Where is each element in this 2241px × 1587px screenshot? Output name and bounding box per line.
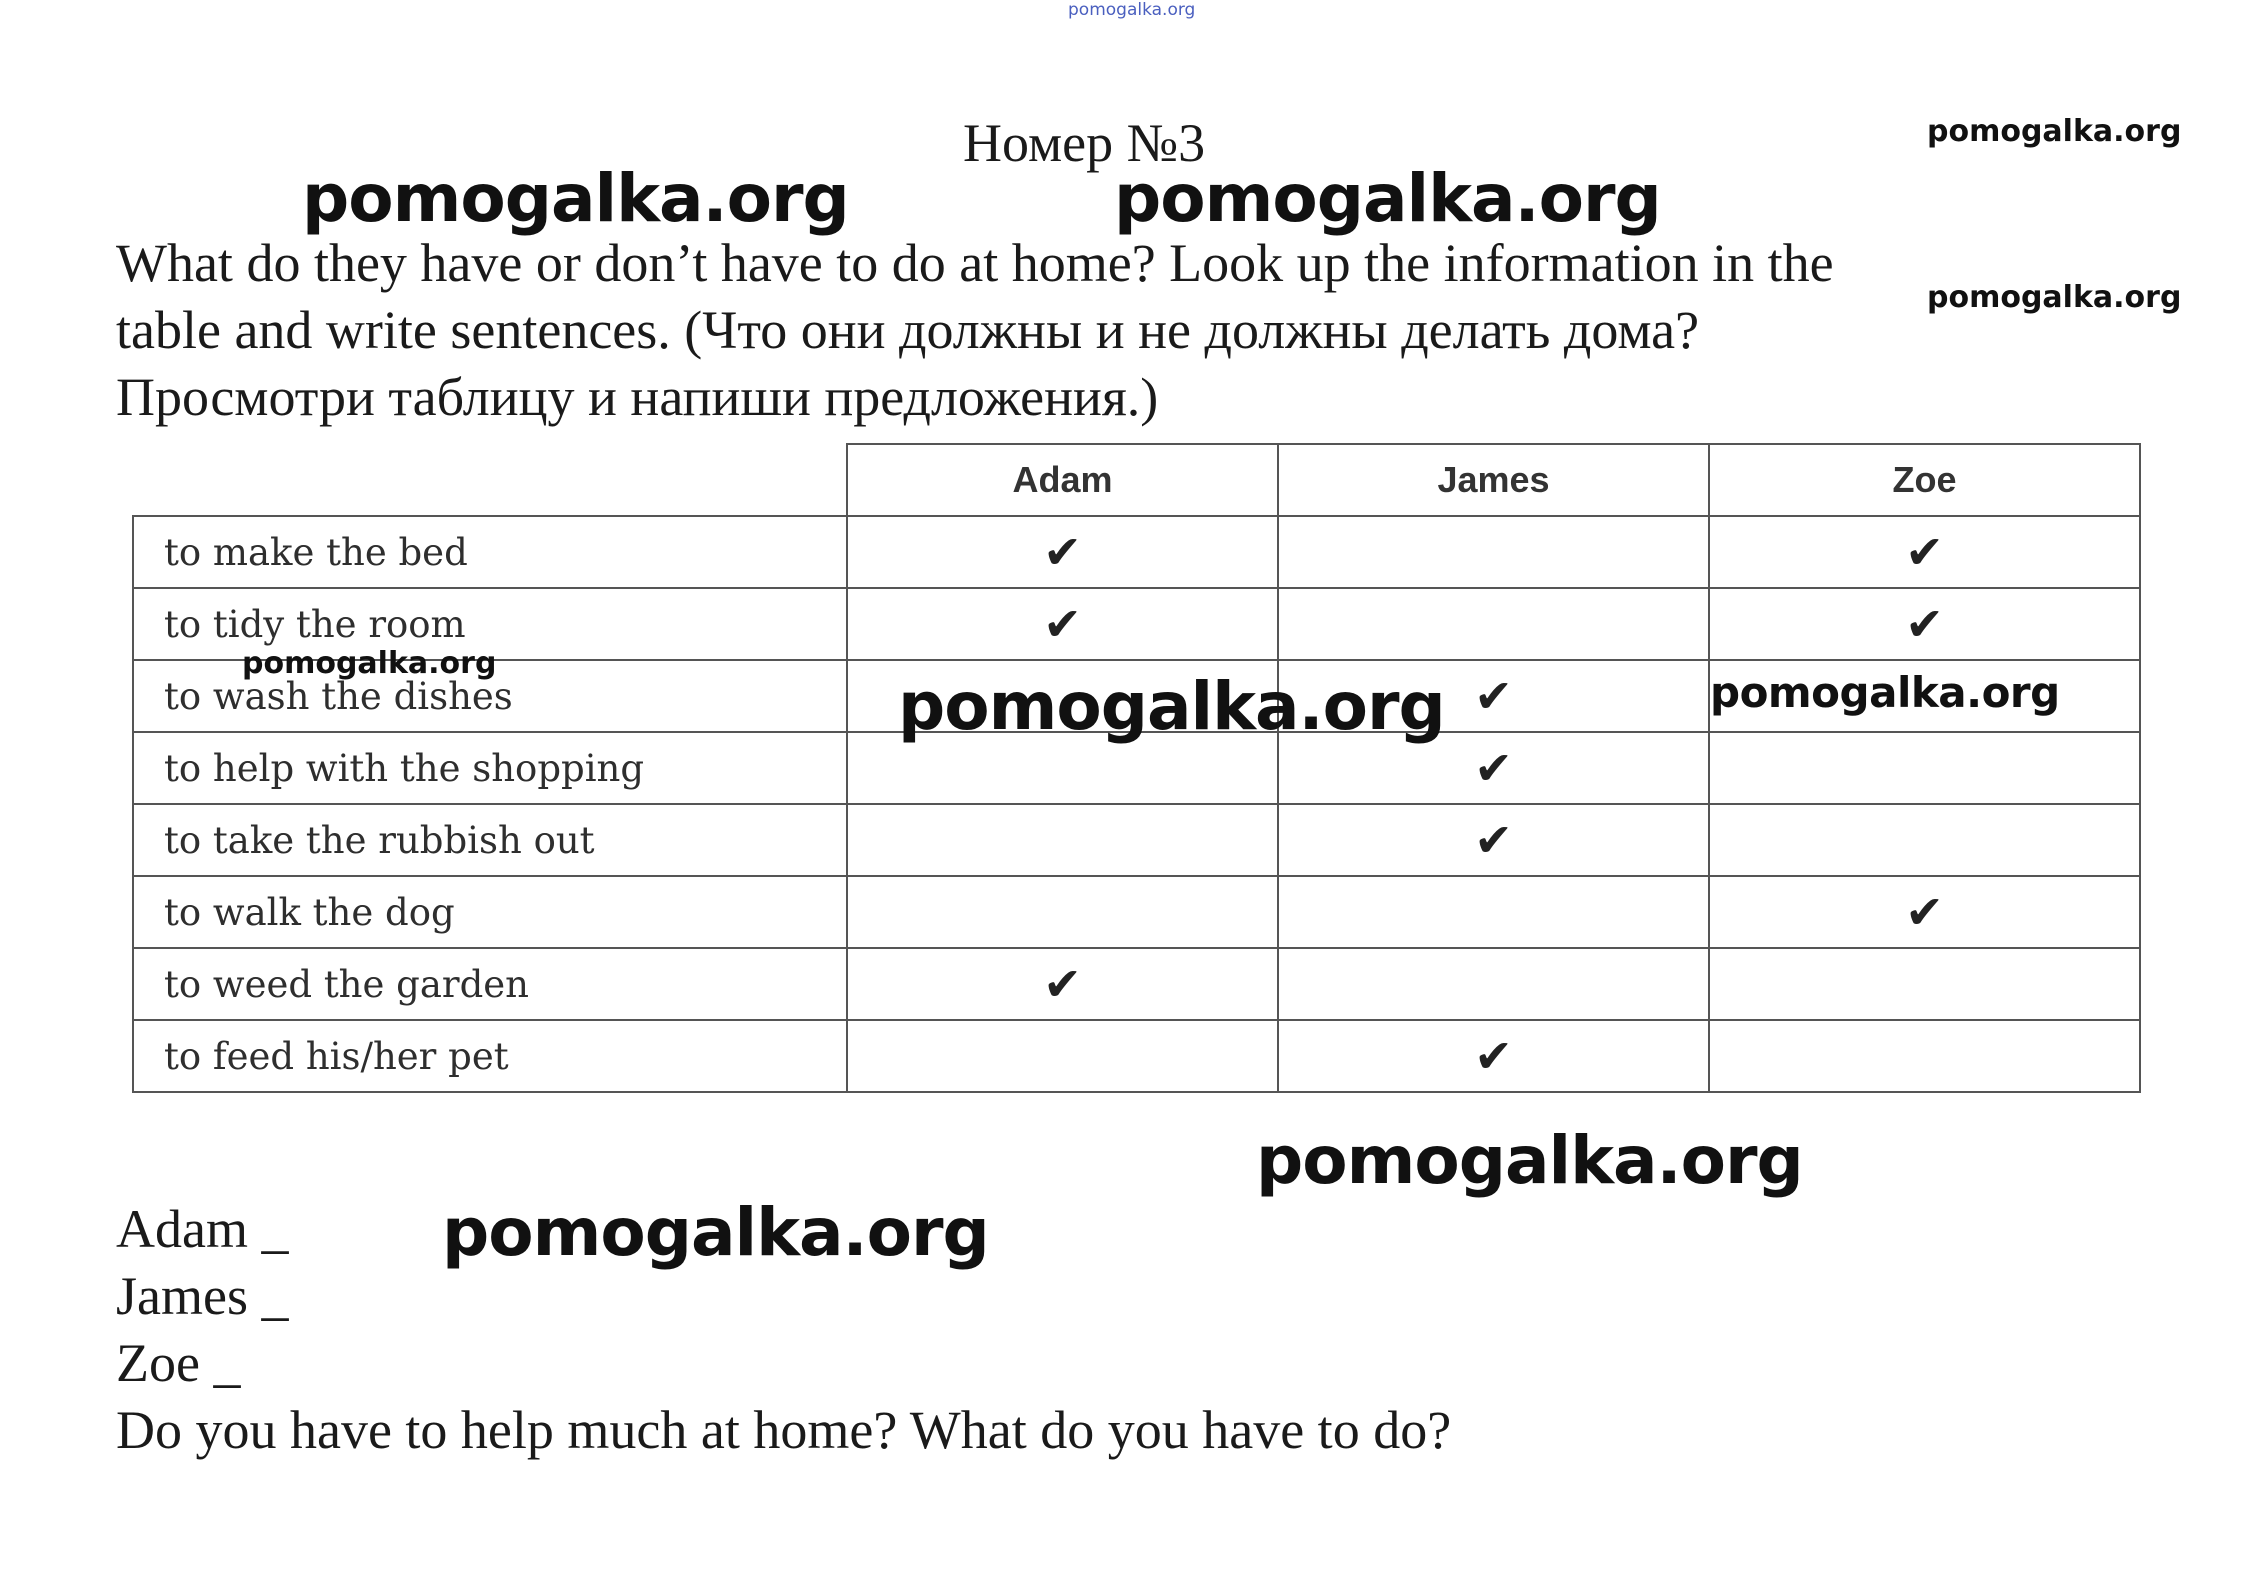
watermark-top: pomogalka.org (1068, 0, 1196, 20)
checkmark-icon: ✔ (1905, 885, 1944, 939)
closing-question: Do you have to help much at home? What do you have to do? (116, 1400, 1452, 1460)
table-row (133, 948, 2140, 1020)
checkmark-icon: ✔ (1474, 741, 1513, 795)
chore-label: to walk the dog (133, 876, 847, 948)
column-header-james: James (1278, 444, 1709, 516)
checkmark-icon: ✔ (1474, 813, 1513, 867)
checkmark-icon: ✔ (1474, 1029, 1513, 1083)
chore-label: to tidy the room (133, 588, 847, 660)
watermark-right-mid: pomogalka.org (1927, 280, 2182, 315)
checkmark-icon: ✔ (1905, 597, 1944, 651)
check-cell (1709, 804, 2140, 876)
checkmark-icon: ✔ (1043, 597, 1082, 651)
watermark-header-left: pomogalka.org (302, 160, 849, 237)
check-cell (847, 588, 1278, 660)
check-cell (1278, 948, 1709, 1020)
watermark-table-small: pomogalka.org (242, 646, 497, 681)
answer-james: James _ (116, 1266, 289, 1326)
check-cell (1709, 948, 2140, 1020)
check-cell (1278, 1020, 1709, 1092)
table-row (133, 876, 2140, 948)
check-cell (1709, 588, 2140, 660)
answer-adam: Adam _ (116, 1199, 289, 1259)
chores-table (132, 443, 2141, 1093)
table-row (133, 516, 2140, 588)
watermark-header-center: pomogalka.org (1114, 160, 1661, 237)
table-corner (133, 444, 847, 516)
answer-zoe: Zoe _ (116, 1333, 241, 1393)
table-row (133, 804, 2140, 876)
checkmark-icon: ✔ (1474, 669, 1513, 723)
chore-label: to wash the dishes (133, 660, 847, 732)
check-cell (847, 876, 1278, 948)
check-cell (1709, 732, 2140, 804)
check-cell (847, 804, 1278, 876)
chore-label: to make the bed (133, 516, 847, 588)
column-header-zoe: Zoe (1709, 444, 2140, 516)
task-description (116, 230, 2076, 431)
check-cell (1709, 876, 2140, 948)
chore-label: to weed the garden (133, 948, 847, 1020)
watermark-table-right: pomogalka.org (1710, 668, 2060, 717)
check-cell (1278, 516, 1709, 588)
table-header-row (133, 444, 2140, 516)
chore-label: to help with the shopping (133, 732, 847, 804)
check-cell (847, 948, 1278, 1020)
check-cell (1709, 516, 2140, 588)
chore-label: to feed his/her pet (133, 1020, 847, 1092)
watermark-answers: pomogalka.org (442, 1194, 989, 1271)
check-cell (1278, 588, 1709, 660)
watermark-top-right: pomogalka.org (1927, 114, 2182, 149)
checkmark-icon: ✔ (1043, 525, 1082, 579)
checkmark-icon: ✔ (1905, 525, 1944, 579)
checkmark-icon: ✔ (1043, 957, 1082, 1011)
check-cell (1709, 1020, 2140, 1092)
task-line-2: table and write sentences. (Что они должны и не должны делать дома? (116, 300, 1700, 360)
check-cell (1278, 804, 1709, 876)
column-header-adam: Adam (847, 444, 1278, 516)
watermark-below-table: pomogalka.org (1256, 1122, 1803, 1199)
task-line-1: What do they have or don’t have to do at home? Look up the information in the (116, 233, 1834, 293)
table-row (133, 1020, 2140, 1092)
watermark-table-center: pomogalka.org (898, 668, 1445, 745)
page-title: Номер №3 (963, 113, 1206, 173)
chore-label: to take the rubbish out (133, 804, 847, 876)
check-cell (847, 516, 1278, 588)
check-cell (1278, 876, 1709, 948)
task-line-3: Просмотри таблицу и напиши предложения.) (116, 367, 1159, 427)
check-cell (847, 1020, 1278, 1092)
